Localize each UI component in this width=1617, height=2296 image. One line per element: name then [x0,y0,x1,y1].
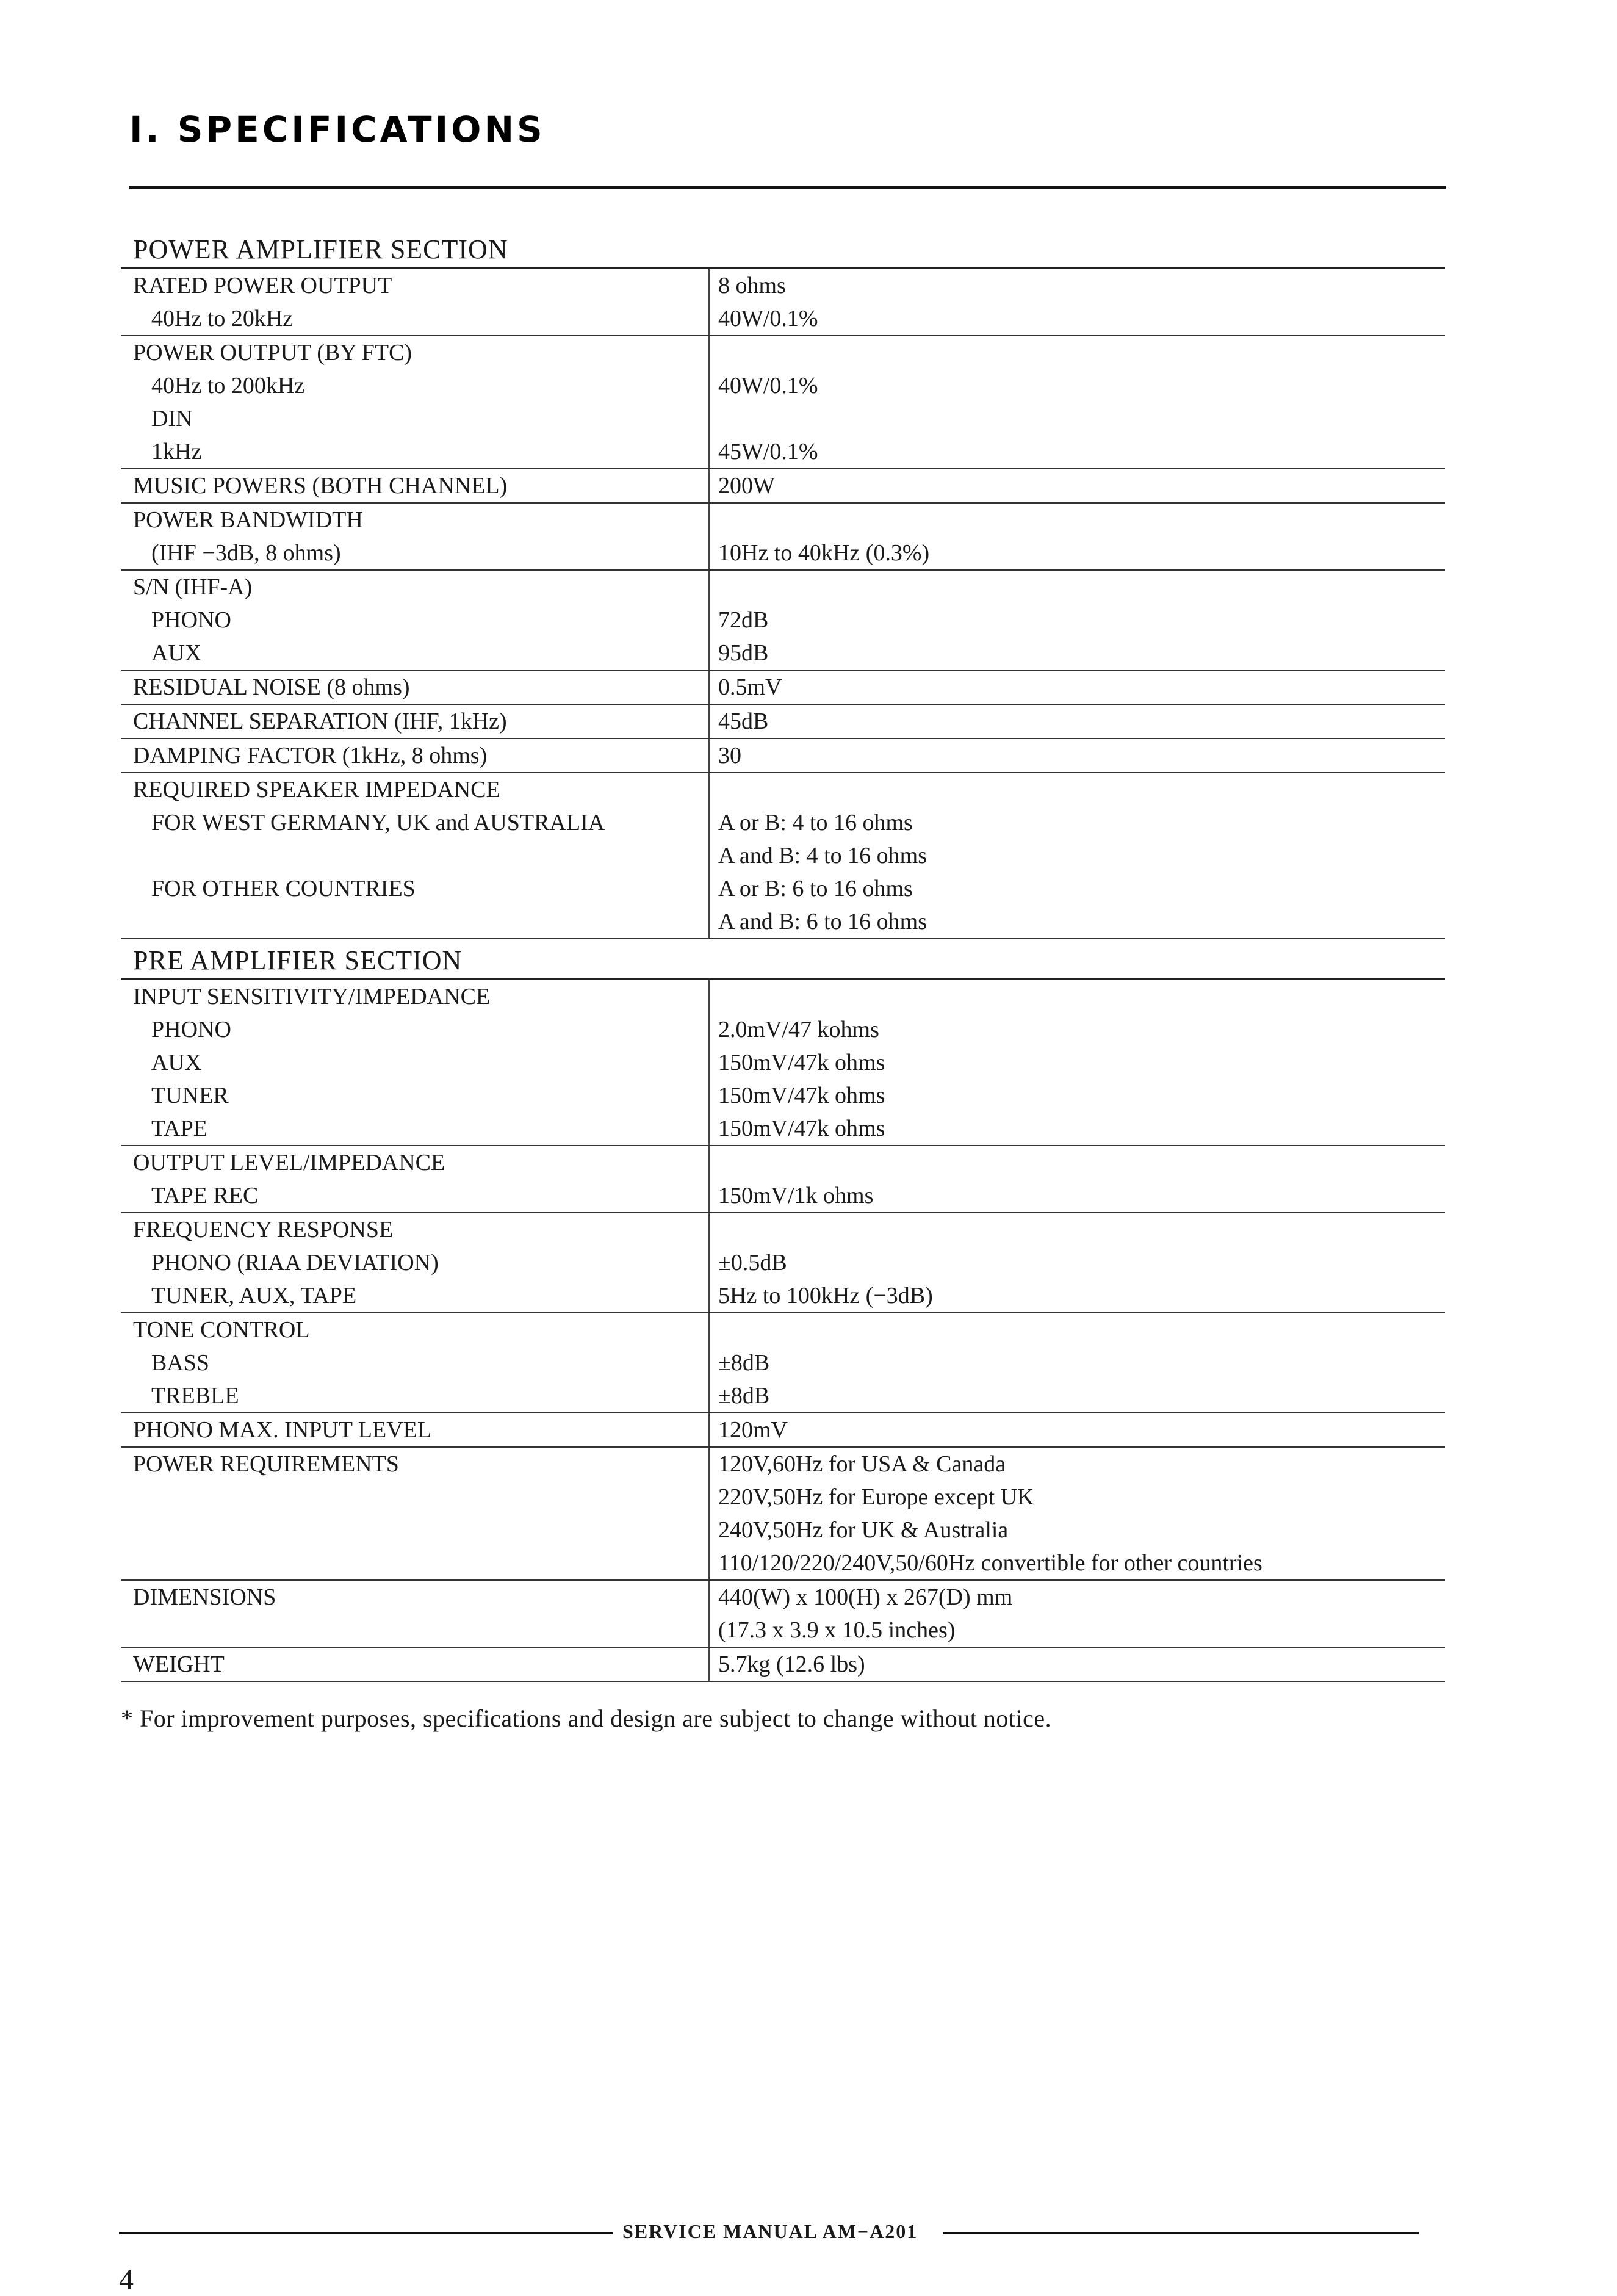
spec-sub-label [121,839,708,872]
title-rule [129,186,1446,189]
spec-label: POWER OUTPUT (BY FTC) [133,340,412,366]
spec-value [718,1213,1445,1246]
spec-value [718,773,1445,806]
spec-sub-label: TAPE [151,1116,207,1141]
spec-value-cell [708,773,1445,938]
spec-value-cell [708,269,1445,335]
spec-value: ±8dB [718,1383,770,1409]
spec-value: 240V,50Hz for UK & Australia [718,1517,1009,1543]
page-number: 4 [119,2264,134,2296]
spec-table [121,980,1445,1682]
spec-sub-label: TUNER, AUX, TAPE [151,1283,357,1309]
spec-label: RATED POWER OUTPUT [133,273,392,298]
spec-sub-label: DIN [151,406,193,431]
spec-value: 220V,50Hz for Europe except UK [718,1484,1034,1510]
spec-value: A or B: 6 to 16 ohms [718,876,913,901]
spec-label: FREQUENCY RESPONSE [133,1217,394,1243]
spec-row [121,1413,1445,1448]
spec-value [718,1313,1445,1346]
spec-label [121,1481,708,1514]
spec-value: 40W/0.1% [718,306,818,331]
power-amplifier-section [121,232,1445,939]
spec-value: 440(W) x 100(H) x 267(D) mm [718,1584,1013,1610]
spec-value: 72dB [718,607,769,633]
spec-value: 45W/0.1% [718,439,818,464]
spec-label: WEIGHT [133,1652,225,1677]
spec-value-cell [708,1648,1445,1681]
spec-sub-label: PHONO (RIAA DEVIATION) [151,1250,439,1276]
spec-row [121,571,1445,671]
spec-label: MUSIC POWERS (BOTH CHANNEL) [133,473,508,499]
spec-value: (17.3 x 3.9 x 10.5 inches) [718,1617,956,1643]
spec-value-cell [708,1413,1445,1446]
spec-sub-label: FOR WEST GERMANY, UK and AUSTRALIA [151,810,605,836]
spec-row [121,1648,1445,1682]
footer-label: SERVICE MANUAL AM−A201 [622,2220,918,2242]
spec-label-cell [121,671,708,704]
spec-row [121,469,1445,504]
spec-sub-label: TREBLE [151,1383,239,1409]
spec-value: 95dB [718,640,769,666]
page-title: I. SPECIFICATIONS [129,109,546,150]
spec-sub-label: AUX [151,640,202,666]
spec-label [121,1614,708,1647]
spec-label: OUTPUT LEVEL/IMPEDANCE [133,1150,445,1175]
spec-value: A and B: 4 to 16 ohms [718,843,927,868]
spec-value: ±8dB [718,1350,770,1376]
spec-value [718,402,1445,435]
spec-label: PHONO MAX. INPUT LEVEL [133,1417,432,1443]
footer-rule-right [943,2232,1419,2234]
spec-sub-label: TUNER [151,1083,229,1108]
spec-value [718,980,1445,1013]
spec-value: 150mV/47k ohms [718,1050,885,1075]
spec-value [718,504,1445,536]
spec-sub-label: BASS [151,1350,210,1376]
spec-value: 150mV/1k ohms [718,1183,874,1208]
spec-value: 5.7kg (12.6 lbs) [718,1652,865,1677]
spec-sub-label [121,905,708,938]
spec-label [121,1547,708,1579]
footnote: * For improvement purposes, specifications and design are subject to change without notice. [121,1705,1052,1732]
spec-row [121,739,1445,773]
spec-label: TONE CONTROL [133,1317,310,1343]
spec-label [121,1514,708,1547]
spec-label-cell [121,1146,708,1212]
spec-value [718,336,1445,369]
spec-value-cell [708,1146,1445,1212]
spec-value [718,571,1445,604]
spec-sub-label: 40Hz to 20kHz [151,306,294,331]
spec-value: 40W/0.1% [718,373,818,399]
footer-rule-left [119,2232,613,2234]
spec-label-cell [121,1581,708,1647]
spec-label-cell [121,739,708,772]
spec-sub-label: FOR OTHER COUNTRIES [151,876,416,901]
spec-value-cell [708,1213,1445,1312]
spec-row [121,980,1445,1146]
spec-sub-label: PHONO [151,1017,231,1042]
spec-value: 150mV/47k ohms [718,1116,885,1141]
pre-amplifier-section [121,943,1445,1682]
spec-sub-label: 40Hz to 200kHz [151,373,305,399]
section-title: PRE AMPLIFIER SECTION [121,943,1445,980]
spec-label-cell [121,1313,708,1412]
spec-label-cell [121,773,708,938]
spec-value: ±0.5dB [718,1250,787,1276]
spec-value-cell [708,671,1445,704]
spec-label-cell [121,504,708,569]
spec-sub-label: PHONO [151,607,231,633]
spec-value-cell [708,469,1445,502]
spec-value: 150mV/47k ohms [718,1083,885,1108]
spec-value: 120mV [718,1417,788,1443]
spec-label-cell [121,571,708,670]
spec-label: DIMENSIONS [133,1584,276,1610]
spec-row [121,671,1445,705]
spec-row [121,1146,1445,1213]
spec-value: 30 [718,743,741,768]
spec-label: CHANNEL SEPARATION (IHF, 1kHz) [133,709,507,734]
spec-value: 200W [718,473,775,499]
spec-label: POWER REQUIREMENTS [133,1451,399,1477]
spec-label-cell [121,1413,708,1446]
spec-row [121,1448,1445,1581]
spec-value: 120V,60Hz for USA & Canada [718,1451,1006,1477]
spec-label-cell [121,336,708,468]
spec-value-cell [708,571,1445,670]
spec-label: RESIDUAL NOISE (8 ohms) [133,674,410,700]
spec-value: A and B: 6 to 16 ohms [718,909,927,934]
spec-value-cell [708,739,1445,772]
spec-row [121,336,1445,469]
spec-value [718,1146,1445,1179]
spec-sub-label: (IHF −3dB, 8 ohms) [151,540,341,566]
spec-value: 0.5mV [718,674,782,700]
spec-row [121,1581,1445,1648]
spec-value-cell [708,980,1445,1145]
spec-label: POWER BANDWIDTH [133,507,363,533]
spec-label-cell [121,980,708,1145]
spec-row [121,269,1445,336]
spec-value: 110/120/220/240V,50/60Hz convertible for other countries [718,1550,1262,1576]
section-title: POWER AMPLIFIER SECTION [121,232,1445,269]
spec-label-cell [121,1213,708,1312]
spec-value: 10Hz to 40kHz (0.3%) [718,540,930,566]
spec-row [121,773,1445,939]
spec-value: 5Hz to 100kHz (−3dB) [718,1283,933,1309]
spec-value-cell [708,1581,1445,1647]
spec-value: 45dB [718,709,769,734]
spec-label: DAMPING FACTOR (1kHz, 8 ohms) [133,743,488,768]
spec-value-cell [708,504,1445,569]
spec-value: A or B: 4 to 16 ohms [718,810,913,836]
spec-label-cell [121,1648,708,1681]
spec-label-cell [121,469,708,502]
spec-value-cell [708,336,1445,468]
spec-sub-label: 1kHz [151,439,202,464]
spec-sub-label: AUX [151,1050,202,1075]
spec-row [121,504,1445,571]
spec-value-cell [708,1313,1445,1412]
spec-sub-label: TAPE REC [151,1183,259,1208]
spec-table [121,269,1445,939]
spec-label: REQUIRED SPEAKER IMPEDANCE [133,777,500,803]
spec-row [121,705,1445,739]
spec-row [121,1213,1445,1313]
spec-value: 2.0mV/47 kohms [718,1017,879,1042]
spec-label-cell [121,705,708,738]
spec-value: 8 ohms [718,273,786,298]
spec-value-cell [708,705,1445,738]
spec-label-cell [121,1448,708,1579]
spec-label: S/N (IHF-A) [133,574,253,600]
spec-label-cell [121,269,708,335]
spec-value-cell [708,1448,1445,1579]
spec-row [121,1313,1445,1413]
spec-label: INPUT SENSITIVITY/IMPEDANCE [133,984,491,1009]
